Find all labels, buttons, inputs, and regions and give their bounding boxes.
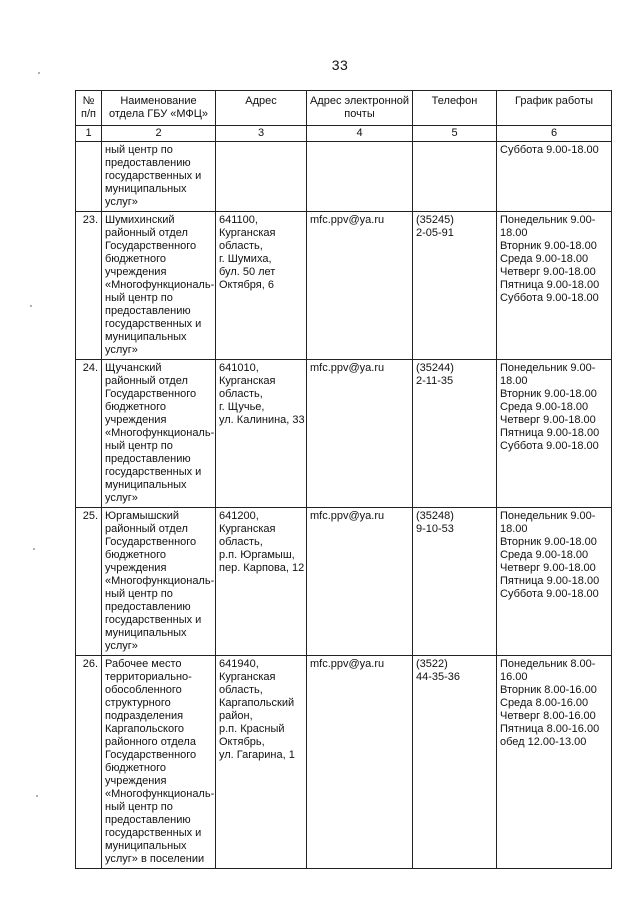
header-number: № п/п xyxy=(76,91,102,126)
cell-schedule: Понедельник 8.00- 16.00 Вторник 8.00-16.00 Среда 8.00-16.00 Четверг 8.00-16.00 Пятница 8.00-16.00 обед 12.00-13.00 xyxy=(497,656,612,869)
cell-number: 26. xyxy=(76,656,102,869)
table-row xyxy=(76,508,612,656)
cell-address: 641940, Курганская область, Каргапольский район, р.п. Красный Октябрь, ул. Гагарина, 1 xyxy=(216,656,307,869)
cell-address xyxy=(216,142,307,212)
cell-schedule: Суббота 9.00-18.00 xyxy=(497,142,612,212)
cell-schedule: Понедельник 9.00- 18.00 Вторник 9.00-18.00 Среда 9.00-18.00 Четверг 9.00-18.00 Пятница 9.00-18.00 Суббота 9.00-18.00 xyxy=(497,212,612,360)
column-numbers-row xyxy=(76,126,612,142)
scan-speck xyxy=(36,795,38,797)
cell-name: Щучанский районный отдел Государственного бюджетного учреждения «Многофункциональ- ный центр по предоставлению государственных и муниципальных услуг» xyxy=(102,360,216,508)
column-number: 6 xyxy=(497,126,612,142)
cell-email xyxy=(307,142,413,212)
cell-address: 641100, Курганская область, г. Шумиха, бул. 50 лет Октября, 6 xyxy=(216,212,307,360)
column-number: 4 xyxy=(307,126,413,142)
cell-phone: (35244) 2-11-35 xyxy=(413,360,497,508)
header-schedule: График работы xyxy=(497,91,612,126)
header-address: Адрес xyxy=(216,91,307,126)
cell-name: Юргамышский районный отдел Государственного бюджетного учреждения «Многофункциональ- ный центр по предоставлению государственных и муниципальных услуг» xyxy=(102,508,216,656)
header-phone: Телефон xyxy=(413,91,497,126)
cell-phone: (35245) 2-05-91 xyxy=(413,212,497,360)
scan-speck xyxy=(33,548,35,550)
cell-name: ный центр по предоставлению государственных и муниципальных услуг» xyxy=(102,142,216,212)
cell-phone: (3522) 44-35-36 xyxy=(413,656,497,869)
cell-phone xyxy=(413,142,497,212)
cell-number: 25. xyxy=(76,508,102,656)
cell-schedule: Понедельник 9.00- 18.00 Вторник 9.00-18.00 Среда 9.00-18.00 Четверг 9.00-18.00 Пятница 9.00-18.00 Суббота 9.00-18.00 xyxy=(497,508,612,656)
table-row xyxy=(76,360,612,508)
header-name: Наименование отдела ГБУ «МФЦ» xyxy=(102,91,216,126)
cell-email: mfc.ppv@ya.ru xyxy=(307,360,413,508)
header-row xyxy=(76,91,612,126)
cell-name: Рабочее место территориально- обособленного структурного подразделения Каргапольского районного отдела Государственного бюджетного учреждения «Многофункциональ- ный центр по предоставлению государственных и муниципальных услуг» в поселении xyxy=(102,656,216,869)
table-row xyxy=(76,212,612,360)
cell-name: Шумихинский районный отдел Государственного бюджетного учреждения «Многофункциональ- ный центр по предоставлению государственных и муниципальных услуг» xyxy=(102,212,216,360)
cell-number xyxy=(76,142,102,212)
header-email: Адрес электронной почты xyxy=(307,91,413,126)
cell-address: 641200, Курганская область, р.п. Юргамыш, пер. Карпова, 12 xyxy=(216,508,307,656)
cell-address: 641010, Курганская область, г. Щучье, ул. Калинина, 33 xyxy=(216,360,307,508)
column-number: 1 xyxy=(76,126,102,142)
mfc-departments-table xyxy=(75,90,612,869)
cell-number: 24. xyxy=(76,360,102,508)
cell-email: mfc.ppv@ya.ru xyxy=(307,508,413,656)
column-number: 2 xyxy=(102,126,216,142)
table-row-continuation xyxy=(76,142,612,212)
page-number: 33 xyxy=(331,57,349,73)
scan-speck xyxy=(30,305,32,307)
cell-number: 23. xyxy=(76,212,102,360)
scan-speck xyxy=(38,72,40,74)
column-number: 5 xyxy=(413,126,497,142)
table-row xyxy=(76,656,612,869)
cell-phone: (35248) 9-10-53 xyxy=(413,508,497,656)
cell-schedule: Понедельник 9.00- 18.00 Вторник 9.00-18.00 Среда 9.00-18.00 Четверг 9.00-18.00 Пятница 9.00-18.00 Суббота 9.00-18.00 xyxy=(497,360,612,508)
cell-email: mfc.ppv@ya.ru xyxy=(307,656,413,869)
cell-email: mfc.ppv@ya.ru xyxy=(307,212,413,360)
column-number: 3 xyxy=(216,126,307,142)
